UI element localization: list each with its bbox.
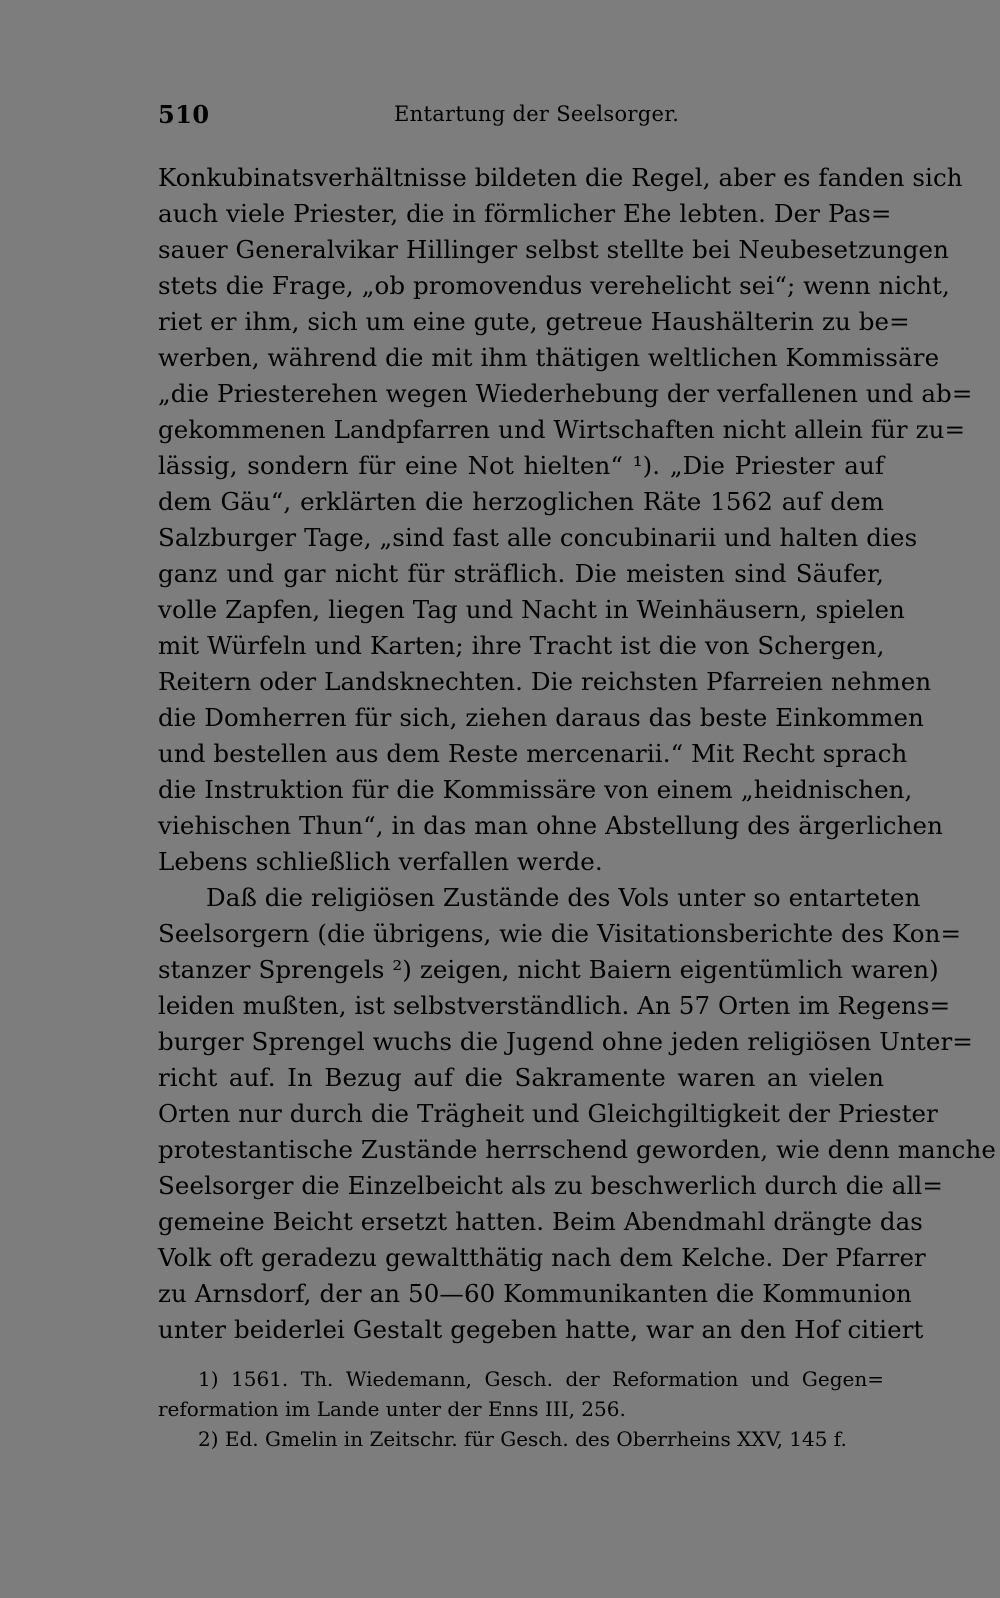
text-line: gekommenen Landpfarren und Wirtschaften nicht allein für zu=: [158, 415, 966, 444]
text-line: Seelsorger die Einzelbeicht als zu beschwerlich durch die all=: [158, 1171, 943, 1200]
footnote-1: 1) 1561. Th. Wiedemann, Gesch. der Reformation und Gegen=: [198, 1367, 884, 1391]
text-line: Salzburger Tage, „sind fast alle concubinarii und halten dies: [158, 523, 918, 552]
body-text: [158, 160, 996, 1348]
text-line: dem Gäu“, erklärten die herzoglichen Räte 1562 auf dem: [158, 487, 884, 516]
text-line: burger Sprengel wuchs die Jugend ohne jeden religiösen Unter=: [158, 1027, 973, 1056]
text-line: und bestellen aus dem Reste mercenarii.“ Mit Recht sprach: [158, 739, 908, 768]
text-line: protestantische Zustände herrschend geworden, wie denn manche: [158, 1135, 996, 1164]
text-line: werben, während die mit ihm thätigen weltlichen Kommissäre: [158, 343, 940, 372]
text-line: die Domherren für sich, ziehen daraus das beste Einkommen: [158, 703, 924, 732]
text-line: viehischen Thun“, in das man ohne Abstellung des ärgerlichen: [158, 811, 943, 840]
text-line: Seelsorgern (die übrigens, wie die Visitationsberichte des Kon=: [158, 919, 962, 948]
text-line: leiden mußten, ist selbstverständlich. An 57 Orten im Regens=: [158, 991, 951, 1020]
footnote-2: 2) Ed. Gmelin in Zeitschr. für Gesch. des Oberrheins XXV, 145 f.: [198, 1427, 847, 1451]
footnotes: [158, 1364, 884, 1454]
text-line: Reitern oder Landsknechten. Die reichsten Pfarreien nehmen: [158, 667, 932, 696]
text-line: ganz und gar nicht für sträflich. Die meisten sind Säufer,: [158, 559, 884, 588]
text-line: riet er ihm, sich um eine gute, getreue Haushälterin zu be=: [158, 307, 910, 336]
text-line: stets die Frage, „ob promovendus verehelicht sei“; wenn nicht,: [158, 271, 950, 300]
running-title: Entartung der Seelsorger.: [394, 102, 680, 126]
text-line: sauer Generalvikar Hillinger selbst stellte bei Neubesetzungen: [158, 235, 950, 264]
text-line: mit Würfeln und Karten; ihre Tracht ist die von Schergen,: [158, 631, 885, 660]
footnote-1-continuation: reformation im Lande unter der Enns III, 256.: [158, 1397, 626, 1421]
text-line: Orten nur durch die Trägheit und Gleichgiltigkeit der Priester: [158, 1099, 938, 1128]
text-line: die Instruktion für die Kommissäre von einem „heidnischen,: [158, 775, 913, 804]
text-line: Volk oft geradezu gewaltthätig nach dem Kelche. Der Pfarrer: [158, 1243, 926, 1272]
text-line: lässig, sondern für eine Not hielten“ ¹). „Die Priester auf: [158, 451, 884, 480]
text-line: gemeine Beicht ersetzt hatten. Beim Abendmahl drängte das: [158, 1207, 923, 1236]
text-line: stanzer Sprengels ²) zeigen, nicht Baiern eigentümlich waren): [158, 955, 939, 984]
text-line: richt auf. In Bezug auf die Sakramente waren an vielen: [158, 1063, 884, 1092]
page-header: [158, 100, 884, 136]
text-line: Lebens schließlich verfallen werde.: [158, 847, 603, 876]
text-line: zu Arnsdorf, der an 50—60 Kommunikanten die Kommunion: [158, 1279, 912, 1308]
text-line: „die Priesterehen wegen Wiederhebung der verfallenen und ab=: [158, 379, 973, 408]
text-line: auch viele Priester, die in förmlicher Ehe lebten. Der Pas=: [158, 199, 892, 228]
text-line: Konkubinatsverhältnisse bildeten die Regel, aber es fanden sich: [158, 163, 963, 192]
page-number: 510: [158, 100, 210, 129]
text-line: volle Zapfen, liegen Tag und Nacht in Weinhäusern, spielen: [158, 595, 905, 624]
text-line: unter beiderlei Gestalt gegeben hatte, war an den Hof citiert: [158, 1315, 924, 1344]
text-line: Daß die religiösen Zustände des Vols unter so entarteten: [206, 883, 921, 912]
